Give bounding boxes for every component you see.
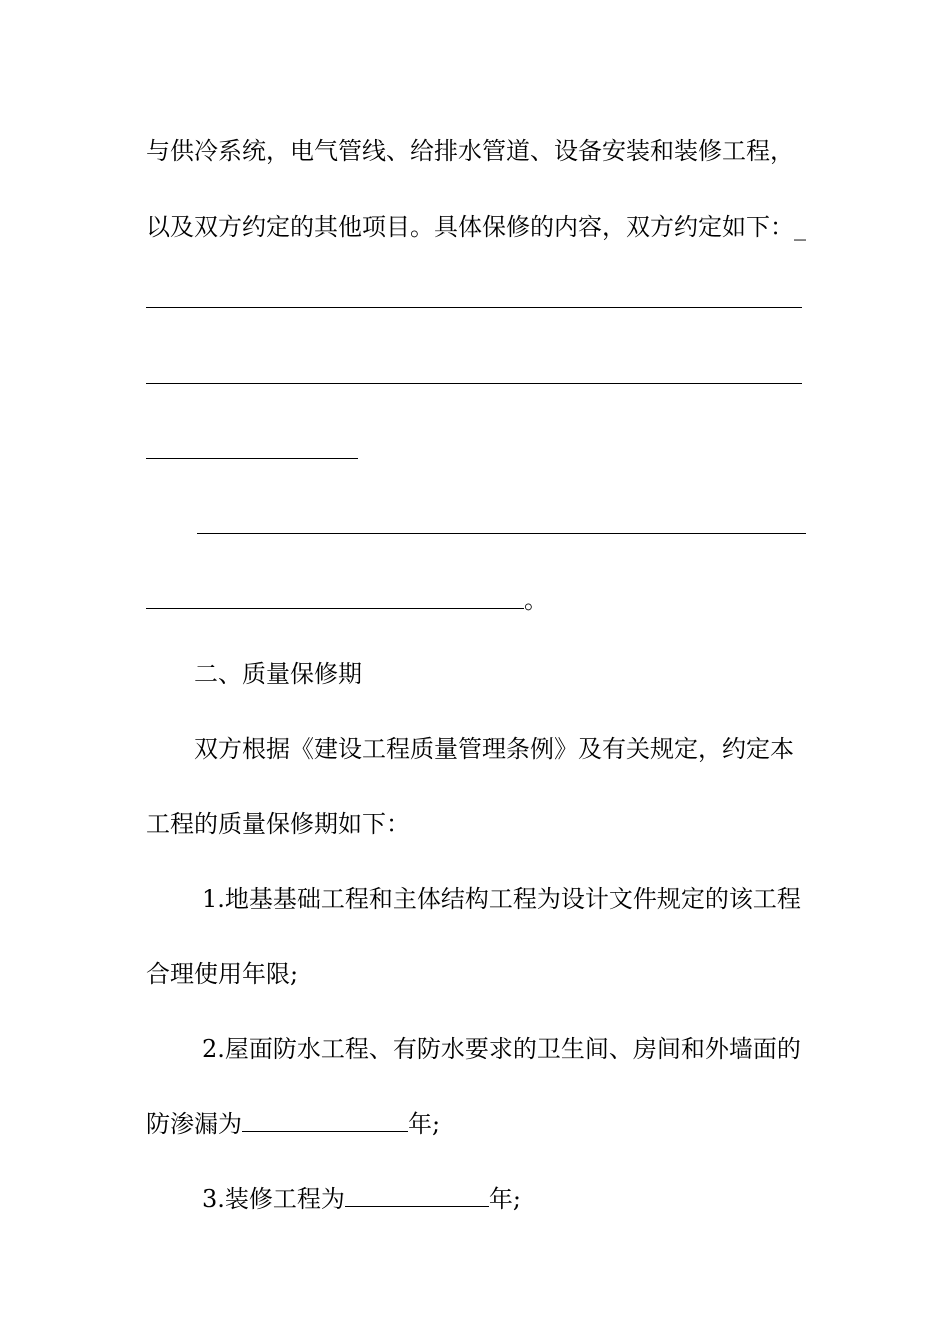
years-blank	[345, 1184, 489, 1207]
paragraph-line-1: 与供冷系统，电气管线、给排水管道、设备安装和装修工程，	[146, 137, 794, 165]
period-mark: 。	[524, 586, 548, 614]
fill-in-blank-line	[146, 458, 358, 459]
years-unit: 年;	[488, 1185, 521, 1213]
list-item-3	[202, 1184, 521, 1214]
fill-in-blank-line	[146, 608, 524, 609]
paragraph-line-2: 以及双方约定的其他项目。具体保修的内容，双方约定如下：_	[146, 213, 806, 241]
list-item-2-continued	[146, 1109, 440, 1139]
fill-in-blank-line	[197, 533, 806, 534]
list-item-1-continued: 合理使用年限;	[146, 960, 299, 988]
years-blank	[242, 1109, 408, 1132]
list-item-2: 2.屋面防水工程、有防水要求的卫生间、房间和外墙面的	[202, 1035, 801, 1063]
paragraph-line-4: 工程的质量保修期如下：	[146, 810, 410, 838]
fill-in-blank-line	[146, 307, 802, 308]
fill-in-blank-line	[146, 383, 802, 384]
list-item-2-label: 防渗漏为	[146, 1110, 242, 1138]
list-item-3-label: 3.装修工程为	[202, 1185, 345, 1213]
section-heading: 二、质量保修期	[194, 660, 362, 688]
years-unit: 年;	[408, 1110, 441, 1138]
paragraph-line-3: 双方根据《建设工程质量管理条例》及有关规定，约定本	[194, 735, 794, 763]
list-item-1: 1.地基基础工程和主体结构工程为设计文件规定的该工程	[202, 885, 801, 913]
